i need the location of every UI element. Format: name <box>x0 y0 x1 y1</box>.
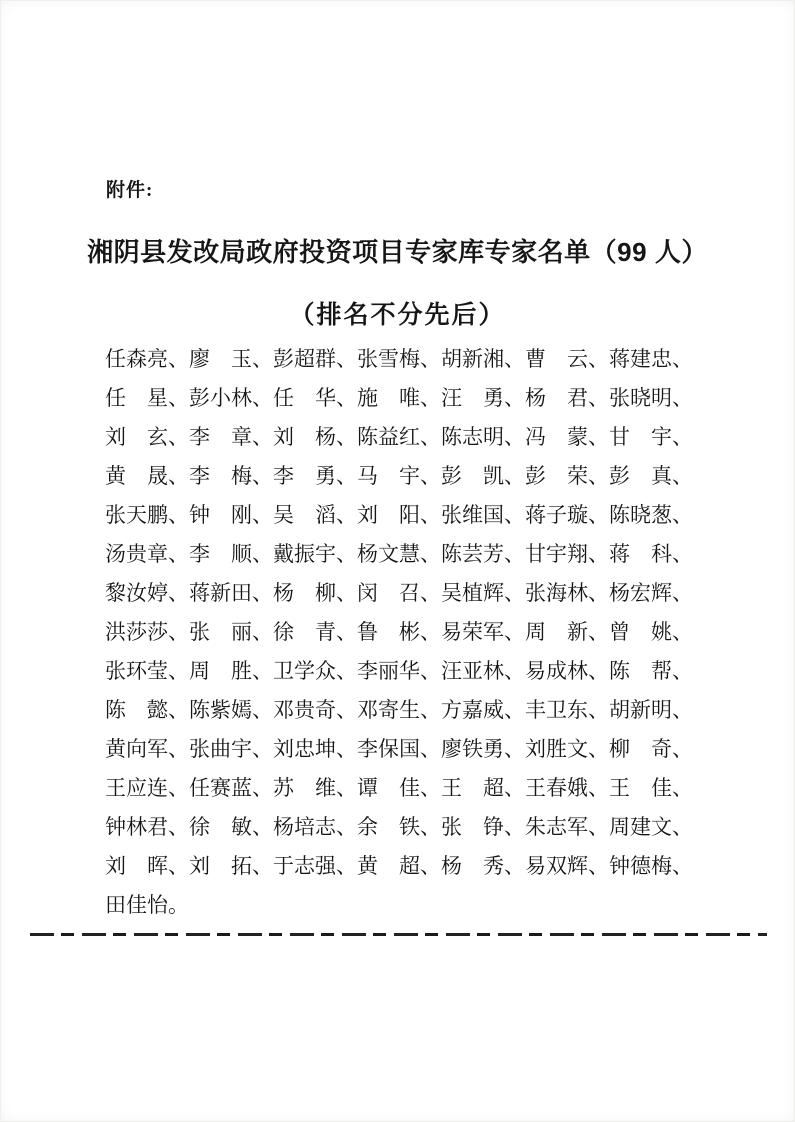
expert-name-list <box>105 340 693 925</box>
expert-name: 彭超群、 <box>273 347 357 371</box>
roster-line <box>105 379 693 418</box>
roster-line <box>105 340 693 379</box>
expert-name: 王应连、 <box>105 776 189 800</box>
expert-name: 王春娥、 <box>525 776 609 800</box>
roster-line <box>105 496 693 535</box>
expert-name: 曹 云、 <box>525 347 609 371</box>
roster-line <box>105 613 693 652</box>
expert-name: 杨宏辉、 <box>609 581 693 605</box>
roster-line <box>105 886 688 925</box>
roster-line <box>105 574 693 613</box>
expert-name: 蒋建忠、 <box>609 347 693 371</box>
roster-line <box>105 730 693 769</box>
expert-name: 邓寄生、 <box>357 698 441 722</box>
expert-name: 彭 真、 <box>609 464 693 488</box>
expert-name: 陈紫嫣、 <box>189 698 273 722</box>
expert-name: 廖铁勇、 <box>441 737 525 761</box>
expert-name: 陈 帮、 <box>609 659 693 683</box>
expert-name: 施 唯、 <box>357 386 441 410</box>
expert-name: 张海林、 <box>525 581 609 605</box>
expert-name: 钟 刚、 <box>189 503 273 527</box>
expert-name: 洪莎莎、 <box>105 620 189 644</box>
expert-name: 蒋子璇、 <box>525 503 609 527</box>
expert-name: 曾 姚、 <box>609 620 693 644</box>
roster-line <box>105 808 693 847</box>
expert-name: 杨 柳、 <box>273 581 357 605</box>
expert-name: 柳 奇、 <box>609 737 693 761</box>
expert-name: 刘 玄、 <box>105 425 189 449</box>
roster-line <box>105 691 693 730</box>
expert-name: 胡新湘、 <box>441 347 525 371</box>
expert-name: 任赛蓝、 <box>189 776 273 800</box>
expert-name: 钟德梅、 <box>609 854 693 878</box>
roster-line <box>105 457 693 496</box>
expert-name: 任 华、 <box>273 386 357 410</box>
expert-name: 李 顺、 <box>189 542 273 566</box>
expert-name: 苏 维、 <box>273 776 357 800</box>
expert-name: 刘 杨、 <box>273 425 357 449</box>
expert-name: 陈志明、 <box>441 425 525 449</box>
expert-name: 刘胜文、 <box>525 737 609 761</box>
expert-name: 任森亮、 <box>105 347 189 371</box>
expert-name: 谭 佳、 <box>357 776 441 800</box>
roster-line <box>105 535 693 574</box>
expert-name: 李丽华、 <box>357 659 441 683</box>
expert-name: 彭 荣、 <box>525 464 609 488</box>
expert-name: 鲁 彬、 <box>357 620 441 644</box>
expert-name: 刘 晖、 <box>105 854 189 878</box>
expert-name: 李 章、 <box>189 425 273 449</box>
expert-name: 刘 拓、 <box>189 854 273 878</box>
expert-name: 于志强、 <box>273 854 357 878</box>
expert-name: 易双辉、 <box>525 854 609 878</box>
expert-name: 易成林、 <box>525 659 609 683</box>
expert-name: 余 铁、 <box>357 815 441 839</box>
expert-name: 张维国、 <box>441 503 525 527</box>
expert-name: 方嘉威、 <box>441 698 525 722</box>
expert-name: 刘 阳、 <box>357 503 441 527</box>
expert-name: 周 新、 <box>525 620 609 644</box>
expert-name: 徐 青、 <box>273 620 357 644</box>
expert-name: 易荣军、 <box>441 620 525 644</box>
expert-name: 杨培志、 <box>273 815 357 839</box>
expert-name: 张 铮、 <box>441 815 525 839</box>
expert-name: 邓贵奇、 <box>273 698 357 722</box>
expert-name: 汤贵章、 <box>105 542 189 566</box>
expert-name: 钟林君、 <box>105 815 189 839</box>
expert-name: 刘忠坤、 <box>273 737 357 761</box>
expert-name: 吴植辉、 <box>441 581 525 605</box>
expert-name: 王 佳、 <box>609 776 693 800</box>
expert-name: 黎汝婷、 <box>105 581 189 605</box>
document-title: 湘阴县发改局政府投资项目专家库专家名单（99 人） <box>87 237 708 268</box>
roster-line <box>105 769 693 808</box>
expert-name: 马 宇、 <box>357 464 441 488</box>
expert-name: 汪 勇、 <box>441 386 525 410</box>
expert-name: 彭小林、 <box>189 386 273 410</box>
expert-name: 汪亚林、 <box>441 659 525 683</box>
expert-name: 黄 晟、 <box>105 464 189 488</box>
expert-name: 戴振宇、 <box>273 542 357 566</box>
expert-name: 陈 懿、 <box>105 698 189 722</box>
expert-name: 张雪梅、 <box>357 347 441 371</box>
expert-name: 杨 君、 <box>525 386 609 410</box>
expert-name: 吴 滔、 <box>273 503 357 527</box>
expert-name: 周 胜、 <box>189 659 273 683</box>
roster-line <box>105 847 693 886</box>
expert-name: 丰卫东、 <box>525 698 609 722</box>
expert-name: 田佳怡。 <box>105 893 189 917</box>
page-divider-dashed-line <box>30 933 767 936</box>
expert-name: 张天鹏、 <box>105 503 189 527</box>
expert-name: 陈芸芳、 <box>441 542 525 566</box>
expert-name: 杨文慧、 <box>357 542 441 566</box>
expert-name: 张晓明、 <box>609 386 693 410</box>
expert-name: 朱志军、 <box>525 815 609 839</box>
expert-name: 张环莹、 <box>105 659 189 683</box>
expert-name: 陈晓葱、 <box>609 503 693 527</box>
document-subtitle: （排名不分先后） <box>289 300 506 329</box>
expert-name: 周建文、 <box>609 815 693 839</box>
expert-name: 卫学众、 <box>273 659 357 683</box>
expert-name: 杨 秀、 <box>441 854 525 878</box>
expert-name: 胡新明、 <box>609 698 693 722</box>
expert-name: 蒋新田、 <box>189 581 273 605</box>
roster-line <box>105 652 693 691</box>
expert-name: 张曲宇、 <box>189 737 273 761</box>
expert-name: 甘宇翔、 <box>525 542 609 566</box>
expert-name: 蒋 科、 <box>609 542 693 566</box>
expert-name: 徐 敏、 <box>189 815 273 839</box>
expert-name: 黄 超、 <box>357 854 441 878</box>
expert-name: 李保国、 <box>357 737 441 761</box>
expert-name: 王 超、 <box>441 776 525 800</box>
roster-line <box>105 418 693 457</box>
expert-name: 张 丽、 <box>189 620 273 644</box>
expert-name: 任 星、 <box>105 386 189 410</box>
expert-name: 彭 凯、 <box>441 464 525 488</box>
expert-name: 陈益红、 <box>357 425 441 449</box>
expert-name: 黄向军、 <box>105 737 189 761</box>
expert-name: 甘 宇、 <box>609 425 693 449</box>
expert-name: 闵 召、 <box>357 581 441 605</box>
expert-name: 李 勇、 <box>273 464 357 488</box>
expert-name: 李 梅、 <box>189 464 273 488</box>
expert-name: 廖 玉、 <box>189 347 273 371</box>
expert-name: 冯 蒙、 <box>525 425 609 449</box>
attachment-label: 附件: <box>106 180 154 201</box>
